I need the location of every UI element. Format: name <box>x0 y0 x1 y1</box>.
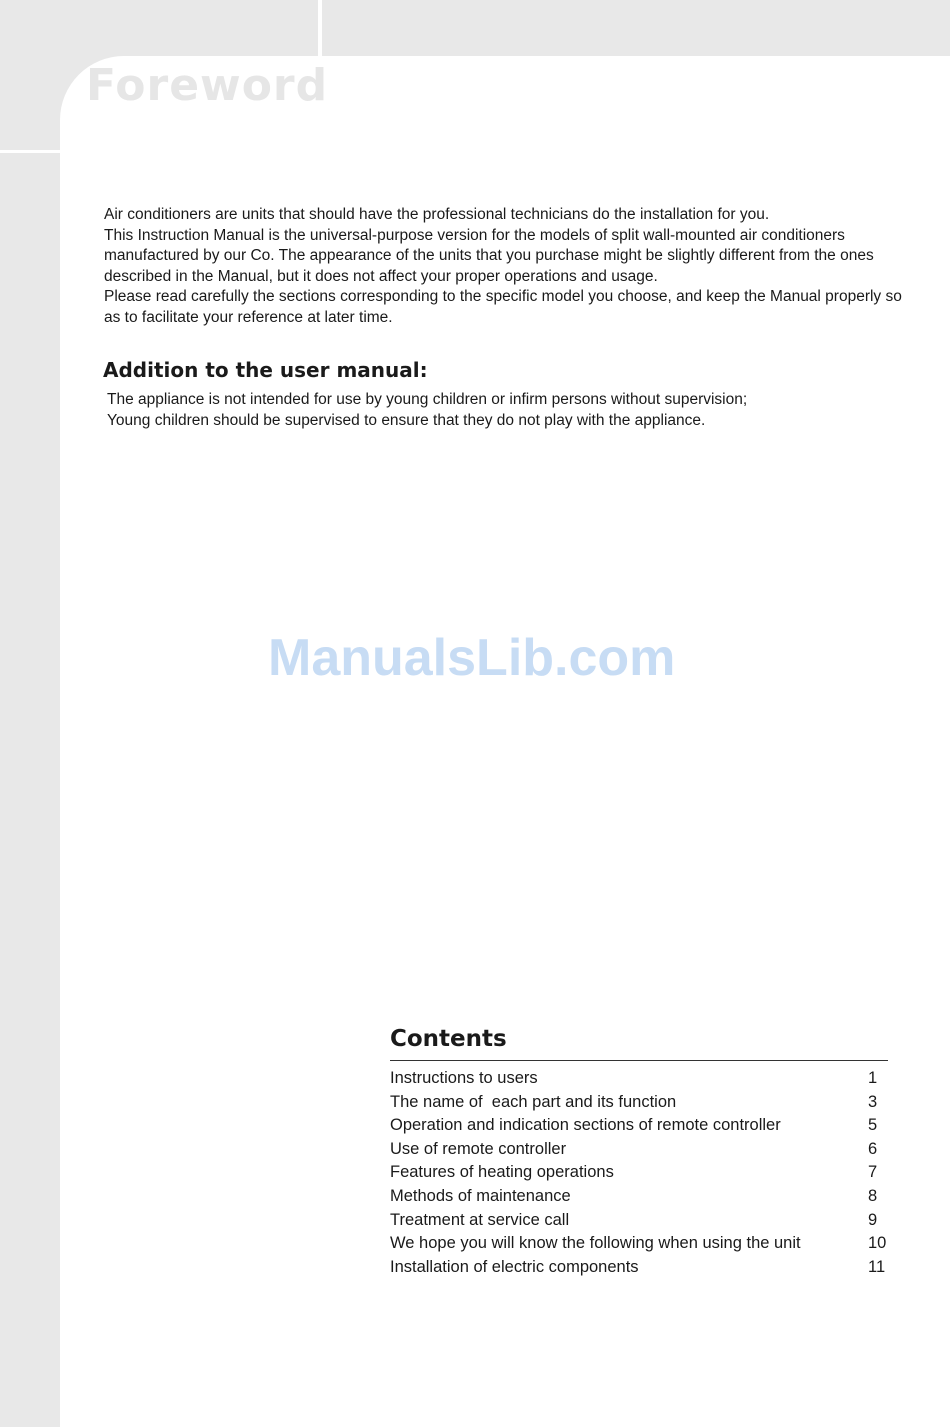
intro-paragraph: Please read carefully the sections corresponding to the specific model you choose, and keep the Manual properly so as to facilitate your reference at later time. <box>104 288 902 326</box>
toc-item-page: 10 <box>868 1234 887 1253</box>
toc-item-label: Instructions to users <box>390 1069 538 1087</box>
toc-item-page: 7 <box>868 1163 878 1182</box>
toc-item-label: Use of remote controller <box>390 1139 567 1158</box>
toc-item-label: Methods of maintenance <box>390 1186 571 1205</box>
toc-item-label: Operation and indication sections of remote controller <box>390 1116 781 1135</box>
toc-item-page: 6 <box>868 1139 878 1158</box>
addition-heading: Addition to the user manual: <box>103 358 428 382</box>
intro-section <box>104 205 904 328</box>
addition-line: Young children should be supervised to ensure that they do not play with the appliance. <box>107 411 706 429</box>
toc-item[interactable] <box>390 1067 888 1091</box>
addition-line: The appliance is not intended for use by young children or infirm persons without supervision; <box>107 391 748 408</box>
toc-item[interactable] <box>390 1161 888 1185</box>
toc-item[interactable] <box>390 1256 888 1280</box>
toc-item-label: Features of heating operations <box>390 1163 614 1182</box>
toc-item[interactable] <box>390 1091 888 1115</box>
contents-divider <box>390 1060 888 1061</box>
toc-item-page: 9 <box>868 1210 878 1229</box>
page-title: Foreword <box>86 60 329 111</box>
toc-item-page: 1 <box>868 1069 878 1087</box>
intro-paragraph: Air conditioners are units that should have the professional technicians do the installation for you. <box>104 206 770 223</box>
addition-section <box>107 390 907 431</box>
toc-item[interactable] <box>390 1232 888 1256</box>
page-left-margin-bar <box>0 0 60 1427</box>
toc-item-label: Treatment at service call <box>390 1210 570 1229</box>
margin-edge-line <box>0 150 60 153</box>
intro-paragraph: This Instruction Manual is the universal-purpose version for the models of split wall-mounted air conditioners manufactured by our Co. The appearance of the units that you purchase might be slightly different from the ones described in the Manual, but it does not affect your proper operations and usage. <box>104 226 874 285</box>
toc-item-label: The name of each part and its function <box>390 1092 677 1111</box>
contents-heading: Contents <box>390 1026 507 1052</box>
toc-item-page: 8 <box>868 1186 878 1205</box>
toc-item[interactable] <box>390 1209 888 1233</box>
toc-item-page: 3 <box>868 1092 878 1111</box>
toc-item-label: We hope you will know the following when using the unit <box>390 1234 801 1253</box>
page-top-bar <box>322 0 950 56</box>
toc-item[interactable] <box>390 1185 888 1209</box>
toc-item[interactable] <box>390 1138 888 1162</box>
table-of-contents <box>390 1067 888 1279</box>
toc-item[interactable] <box>390 1114 888 1138</box>
watermark: ManualsLib.com <box>268 629 676 687</box>
toc-item-page: 11 <box>868 1257 886 1276</box>
tab-divider <box>318 0 322 56</box>
toc-item-label: Installation of electric components <box>390 1257 639 1276</box>
toc-item-page: 5 <box>868 1116 878 1135</box>
